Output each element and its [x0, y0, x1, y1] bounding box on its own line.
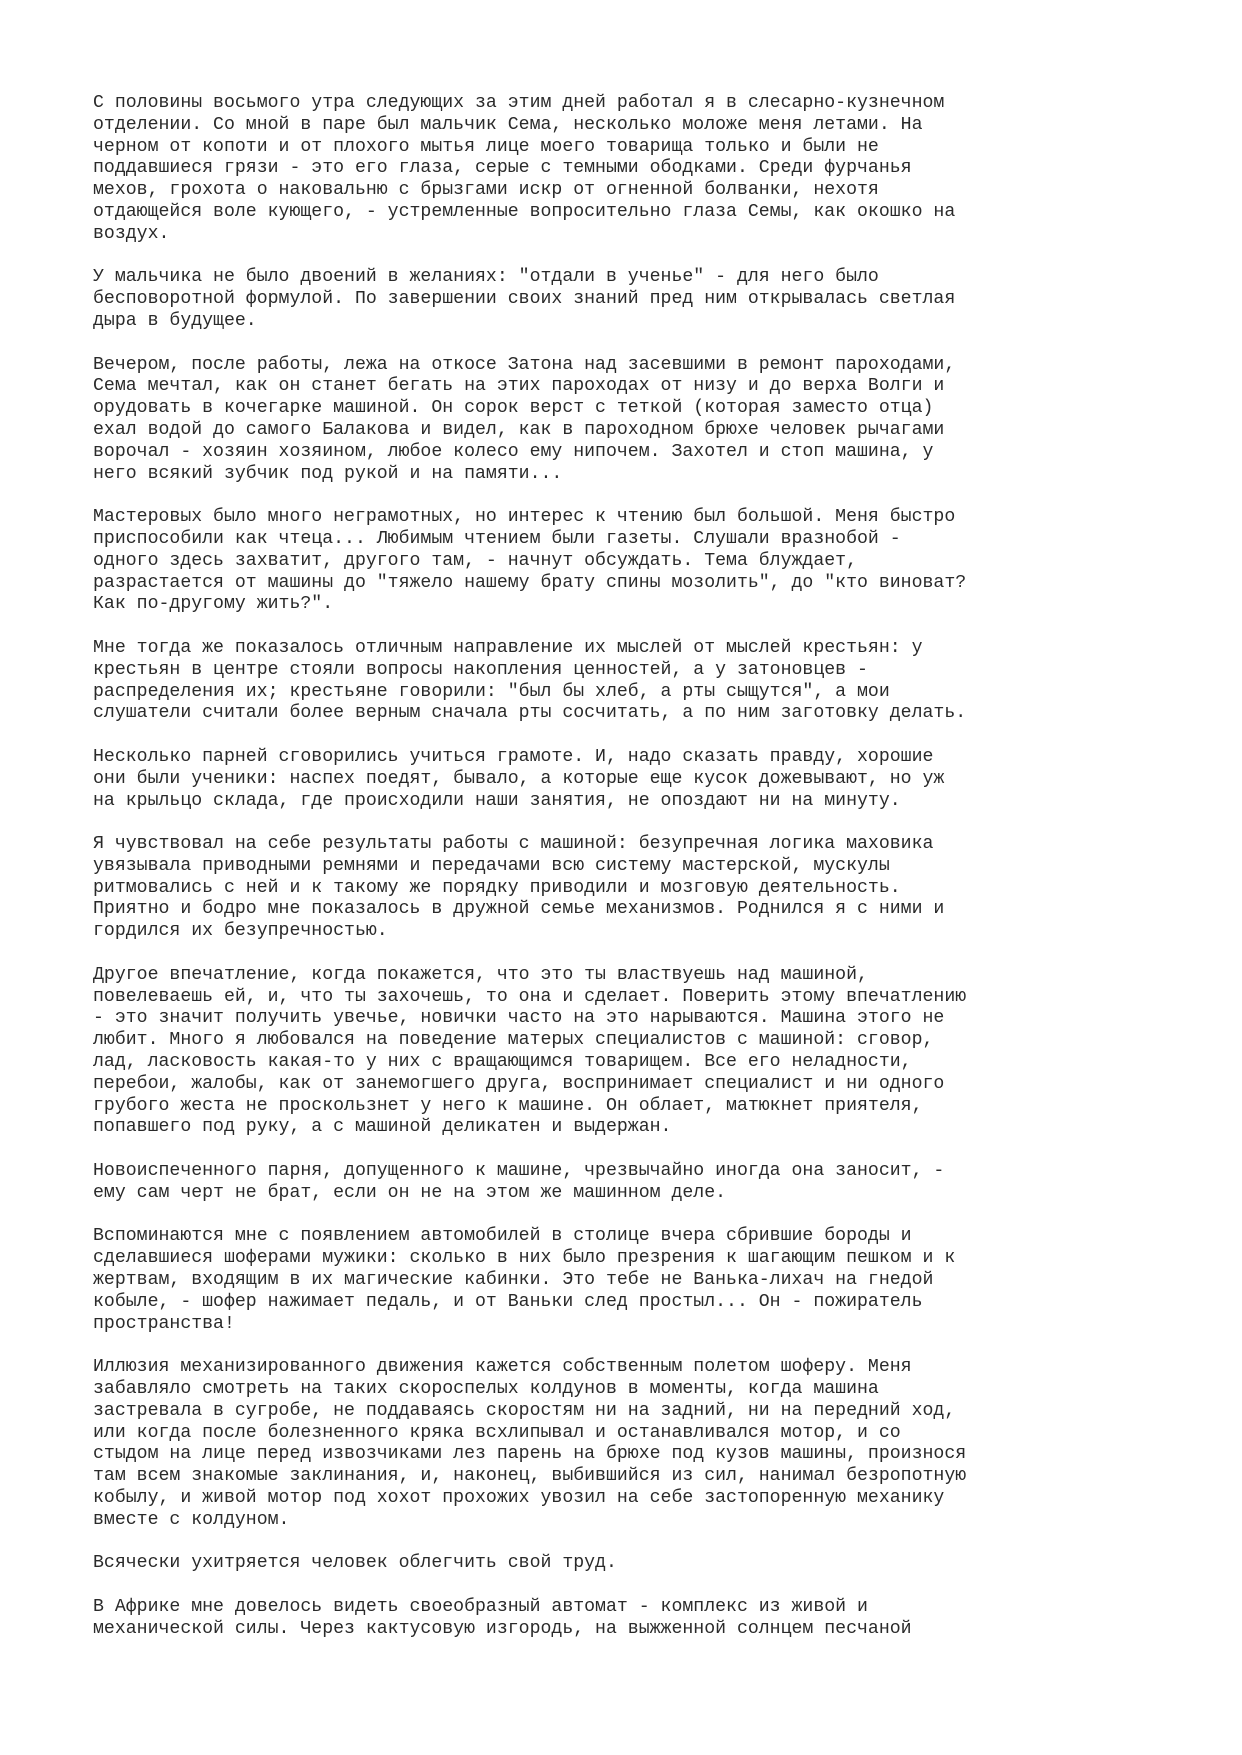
paragraph: В Африке мне довелось видеть своеобразный автомат - комплекс из живой и механической силы. Через кактусовую изгородь, на выжженной солнцем песчаной: [93, 1596, 912, 1639]
paragraph: Я чувствовал на себе результаты работы с машиной: безупречная логика маховика увязывала приводными ремнями и передачами всю систему мастерской, мускулы ритмовались с ней и к такому же порядку приводили и мозговую деятельность. Приятно и бодро мне показалось в дружной семье механизмов. Роднился я с ними и гордился их безупречностью.: [93, 834, 945, 942]
paragraph: Иллюзия механизированного движения кажется собственным полетом шоферу. Меня забавляло смотреть на таких скороспелых колдунов в моменты, когда машина застревала в сугробе, не поддаваясь скоростям ни на задний, ни на передний ход, или когда после болезненного кряка всхлипывал и останавливался мотор, и со стыдом на лице перед извозчиками лез парень на брюхе под кузов машины, произнося там всем знакомые заклинания, и, наконец, выбившийся из сил, нанимал безропотную кобылу, и живой мотор под хохот прохожих увозил на себе застопоренную механику вместе с колдуном.: [93, 1357, 967, 1530]
paragraph: У мальчика не было двоений в желаниях: "отдали в ученье" - для него было бесповоротной формулой. По завершении своих знаний пред ним открывалась светлая дыра в будущее.: [93, 267, 956, 331]
paragraph: Вспоминаются мне с появлением автомобилей в столице вчера сбрившие бороды и сделавшиеся шоферами мужики: сколько в них было презрения к шагающим пешком и к жертвам, входящим в их магические кабинки. Это тебе не Ванька-лихач на гнедой кобыле, - шофер нажимает педаль, и от Ваньки след простыл... Он - пожиратель пространства!: [93, 1226, 956, 1334]
paragraph: С половины восьмого утра следующих за этим дней работал я в слесарно-кузнечном отделении. Со мной в паре был мальчик Сема, несколько моложе меня летами. На черном от копоти и от плохого мытья лице моего товарища только и были не поддавшиеся грязи - это его глаза, серые с темными ободками. Среди фурчанья мехов, грохота о наковальню с брызгами искр от огненной болванки, нехотя отдающейся воле кующего, - устремленные вопросительно глаза Семы, как окошко на воздух.: [93, 93, 956, 244]
paragraph: Вечером, после работы, лежа на откосе Затона над засевшими в ремонт пароходами, Сема мечтал, как он станет бегать на этих пароходах от низу и до верха Волги и орудовать в кочегарке машиной. Он сорок верст с теткой (которая заместо отца) ехал водой до самого Балакова и видел, как в пароходном брюхе человек рычагами ворочал - хозяин хозяином, любое колесо ему нипочем. Захотел и стоп машина, у него всякий зубчик под рукой и на памяти...: [93, 354, 956, 484]
paragraph: Мастеровых было много неграмотных, но интерес к чтению был большой. Меня быстро приспособили как чтеца... Любимым чтением были газеты. Слушали вразнобой - одного здесь захватит, другого там, - начнут обсуждать. Тема блуждает, разрастается от машины до "тяжело нашему брату спины мозолить", до "кто виноват? Как по-другому жить?".: [93, 507, 967, 615]
paragraph: Мне тогда же показалось отличным направление их мыслей от мыслей крестьян: у крестьян в центре стояли вопросы накопления ценностей, а у затоновцев - распределения их; крестьяне говорили: "был бы хлеб, а рты сыщутся", а мои слушатели считали более верным сначала рты сосчитать, а по ним заготовку делать.: [93, 637, 967, 724]
paragraph: Новоиспеченного парня, допущенного к машине, чрезвычайно иногда она заносит, - ему сам черт не брат, если он не на этом же машинном деле.: [93, 1161, 945, 1203]
paragraph: Всячески ухитряется человек облегчить свой труд.: [93, 1553, 617, 1574]
paragraph: Несколько парней сговорились учиться грамоте. И, надо сказать правду, хорошие они были ученики: наспех поедят, бывало, а которые еще кусок дожевывают, но уж на крыльцо склада, где происходили наши занятия, не опоздают ни на минуту.: [93, 746, 945, 811]
document-page: [93, 93, 1213, 1662]
paragraph: Другое впечатление, когда покажется, что это ты властвуешь над машиной, повелеваешь ей, и, что ты захочешь, то она и сделает. Поверить этому впечатлению - это значит получить увечье, новички часто на это нарываются. Машина этого не любит. Много я любовался на поведение матерых специалистов с машиной: сговор, лад, ласковость какая-то у них с вращающимся товарищем. Все его неладности, перебои, жалобы, как от занемогшего друга, воспринимает специалист и ни одного грубого жеста не проскользнет у него к машине. Он облает, матюкнет приятеля, попавшего под руку, а с машиной деликатен и выдержан.: [93, 964, 967, 1138]
